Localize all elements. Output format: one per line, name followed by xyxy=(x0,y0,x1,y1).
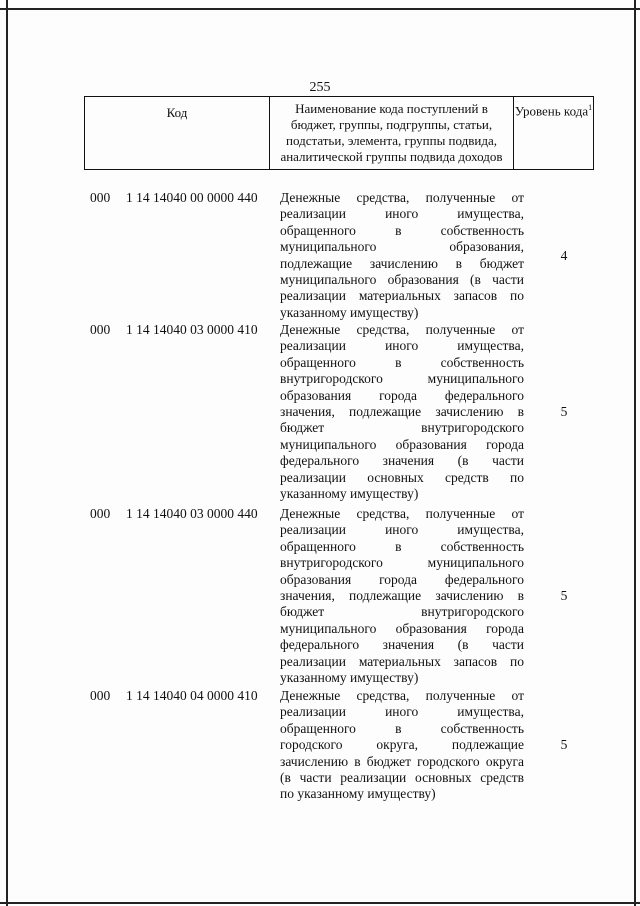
row-name-line: подлежащие зачислению в бюджет xyxy=(280,255,524,271)
row-level: 5 xyxy=(560,404,568,419)
row-name-line: обращенного в собственность xyxy=(280,538,524,554)
row-name-line: федерального значения (в части xyxy=(280,637,524,653)
row-name-line: муниципального образования, xyxy=(280,239,524,255)
scan-edge-bottom xyxy=(0,902,640,904)
row-name-line: Денежные средства, полученные от xyxy=(280,688,524,703)
row-name-line: городского округа, подлежащие xyxy=(280,737,524,753)
row-budget-code: 1 14 14040 04 0000 410 xyxy=(126,688,258,703)
row-name-line: муниципального образования города xyxy=(280,436,524,452)
row-name-line: зачислению в бюджет городского округа xyxy=(280,753,524,769)
row-level: 5 xyxy=(560,588,568,603)
row-name-line: по указанному имуществу) xyxy=(280,786,436,802)
row-name-line: бюджет внутригородского xyxy=(280,604,524,620)
row-name-line: реализации иного имущества, xyxy=(280,704,524,720)
row-admin-code: 000 xyxy=(90,190,111,205)
row-name-line: муниципального образования города xyxy=(280,620,524,636)
header-level-label: Уровень кода xyxy=(514,103,589,119)
row-name-line: реализации иного имущества, xyxy=(280,338,524,354)
row-name-line: муниципального образования (в части xyxy=(280,272,524,288)
row-name-line: обращенного в собственность xyxy=(280,222,524,238)
page-number: 255 xyxy=(309,80,331,95)
row-name-line: значения, подлежащие зачислению в xyxy=(280,588,524,604)
scan-edge-right xyxy=(634,0,636,906)
row-name-line: значения, подлежащие зачислению в xyxy=(280,404,524,420)
row-name-line: Денежные средства, полученные от xyxy=(280,322,524,337)
row-name-line: (в части реализации основных средств xyxy=(280,770,524,786)
header-level xyxy=(514,97,594,169)
header-code: Код xyxy=(84,97,270,169)
row-name-line: реализации основных средств по xyxy=(280,469,524,485)
row-name-line: образования города федерального xyxy=(280,387,524,403)
row-name xyxy=(280,322,524,502)
row-name-line: реализации материальных запасов по xyxy=(280,653,524,669)
row-name-line: внутригородского муниципального xyxy=(280,555,524,571)
row-name-line: обращенного в собственность xyxy=(280,720,524,736)
row-level: 4 xyxy=(560,248,568,263)
header-level-footnote: 1 xyxy=(588,103,593,112)
row-name-line: бюджет внутригородского xyxy=(280,420,524,436)
row-name-line: реализации иного имущества, xyxy=(280,206,524,222)
row-admin-code: 000 xyxy=(90,506,111,521)
row-name-line: Денежные средства, полученные от xyxy=(280,506,524,521)
scan-edge-top xyxy=(0,8,640,10)
row-name-line: Денежные средства, полученные от xyxy=(280,190,524,205)
row-name-line: обращенного в собственность xyxy=(280,354,524,370)
row-name-line: указанному имуществу) xyxy=(280,304,419,320)
row-name-line: реализации иного имущества, xyxy=(280,522,524,538)
row-admin-code: 000 xyxy=(90,322,111,337)
row-level: 5 xyxy=(560,737,568,752)
row-budget-code: 1 14 14040 03 0000 440 xyxy=(126,506,258,521)
row-name-line: указанному имуществу) xyxy=(280,486,419,502)
row-name xyxy=(280,688,524,803)
row-name-line: образования города федерального xyxy=(280,571,524,587)
header-name: Наименование кода поступлений в бюджет, группы, подгруппы, статьи, подстатьи, элемента, группы подвида, аналитической группы подвида доходов xyxy=(270,97,514,169)
row-name-line: федерального значения (в части xyxy=(280,453,524,469)
scan-edge-left xyxy=(6,0,8,906)
row-budget-code: 1 14 14040 03 0000 410 xyxy=(126,322,258,337)
row-name-line: реализации материальных запасов по xyxy=(280,288,524,304)
row-admin-code: 000 xyxy=(90,688,111,703)
row-name xyxy=(280,190,524,321)
row-budget-code: 1 14 14040 00 0000 440 xyxy=(126,190,258,205)
row-name xyxy=(280,506,524,686)
table-header xyxy=(84,96,594,170)
row-name-line: внутригородского муниципального xyxy=(280,371,524,387)
row-name-line: указанному имуществу) xyxy=(280,670,419,686)
